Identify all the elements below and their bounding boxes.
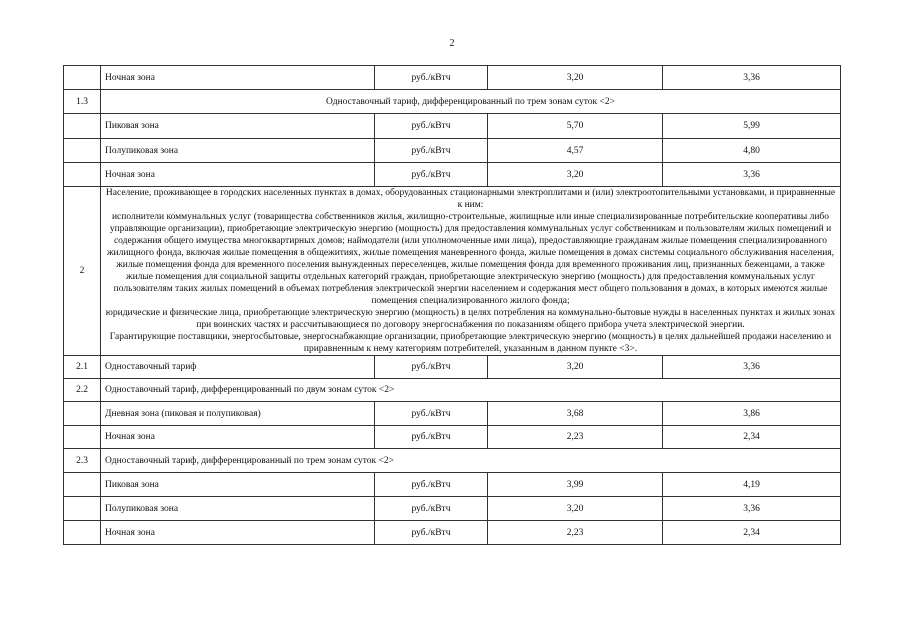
row-number [64, 521, 101, 545]
row-value-1: 3,20 [488, 497, 663, 521]
row-heading: Одноставочный тариф, дифференцированный по трем зонам суток <2> [101, 90, 841, 114]
row-number [64, 66, 101, 90]
row-name: Ночная зона [101, 163, 375, 187]
category-description [101, 187, 841, 356]
page-number: 2 [449, 38, 455, 49]
table-row [64, 114, 841, 139]
table-row [64, 66, 841, 90]
row-number: 2.3 [64, 449, 101, 473]
description-paragraph: исполнители коммунальных услуг (товарищества собственников жилья, жилищно-строительные, жилищные или иные специализированные потребительские кооперативы либо управляющие организации), приобретающие электрическую энергию (мощность) для предоставления коммунальных услуг собственникам и пользователям жилых помещений и содержания общего имущества многоквартирных домов; наймодатели (или уполномоченные ими лица), предоставляющие гражданам жилые помещения специализированного жилищного фонда, включая жилые помещения в общежитиях, жилые помещения маневренного фонда, жилые помещения в домах системы социального обслуживания населения, жилые помещения фонда для временного поселения вынужденных переселенцев, жилые помещения фонда для временного проживания лиц, признанных беженцами, а также жилые помещения для социальной защиты отдельных категорий граждан, приобретающие электрическую энергию (мощность) для предоставления коммунальных услуг пользователям таких жилых помещений в объемах потребления электрической энергии населением и содержания мест общего пользования в домах, в которых имеются жилые помещения специализированного жилого фонда; [106, 212, 835, 306]
row-name: Одноставочный тариф [101, 356, 375, 379]
table-row [64, 90, 841, 114]
description-paragraph: юридические и физические лица, приобретающие электрическую энергию (мощность) в целях потребления на коммунально-бытовые нужды в населенных пунктах и жилых зонах при воинских частях и рассчитывающиеся по договору энергоснабжения по показаниям общего прибора учета электрической энергии. [105, 308, 836, 330]
row-number [64, 497, 101, 521]
table-row [64, 473, 841, 497]
description-paragraph: Население, проживающее в городских населенных пунктах в домах, оборудованных стационарными электроплитами и (или) электроотопительными установками, и приравненные к ним: [105, 188, 836, 210]
table-row [64, 497, 841, 521]
row-value-1: 5,70 [488, 114, 663, 139]
row-number [64, 139, 101, 163]
table-row [64, 402, 841, 426]
row-name: Ночная зона [101, 521, 375, 545]
row-number: 2.1 [64, 356, 101, 379]
description-paragraph: Гарантирующие поставщики, энергосбытовые, энергоснабжающие организации, приобретающие электрическую энергию (мощность) в целях дальнейшей продажи населению и приравненным к нему категориям потребителей, указанным в данном пункте <3>. [109, 332, 832, 354]
row-unit: руб./кВтч [375, 356, 488, 379]
row-number [64, 473, 101, 497]
row-number [64, 402, 101, 426]
row-unit: руб./кВтч [375, 139, 488, 163]
row-unit: руб./кВтч [375, 163, 488, 187]
row-heading: Одноставочный тариф, дифференцированный по двум зонам суток <2> [101, 379, 841, 402]
row-value-2: 2,34 [663, 521, 841, 545]
row-number: 2 [64, 187, 101, 356]
table-row [64, 379, 841, 402]
row-value-1: 3,68 [488, 402, 663, 426]
table-row [64, 163, 841, 187]
row-value-1: 2,23 [488, 426, 663, 449]
table-row [64, 356, 841, 379]
row-value-2: 4,80 [663, 139, 841, 163]
row-value-1: 3,20 [488, 163, 663, 187]
row-name: Полупиковая зона [101, 497, 375, 521]
tariff-table [63, 65, 841, 545]
row-value-2: 3,36 [663, 66, 841, 90]
row-value-2: 3,36 [663, 356, 841, 379]
row-name: Пиковая зона [101, 114, 375, 139]
row-value-2: 5,99 [663, 114, 841, 139]
row-name: Дневная зона (пиковая и полупиковая) [101, 402, 375, 426]
row-value-2: 2,34 [663, 426, 841, 449]
row-value-1: 3,20 [488, 356, 663, 379]
row-name: Пиковая зона [101, 473, 375, 497]
row-value-1: 2,23 [488, 521, 663, 545]
row-number: 1.3 [64, 90, 101, 114]
row-unit: руб./кВтч [375, 66, 488, 90]
row-number [64, 114, 101, 139]
row-value-2: 3,86 [663, 402, 841, 426]
row-unit: руб./кВтч [375, 114, 488, 139]
row-unit: руб./кВтч [375, 473, 488, 497]
table-row [64, 187, 841, 356]
row-value-2: 4,19 [663, 473, 841, 497]
row-number [64, 163, 101, 187]
row-value-1: 4,57 [488, 139, 663, 163]
table-row [64, 139, 841, 163]
row-unit: руб./кВтч [375, 426, 488, 449]
table-row [64, 426, 841, 449]
table-row [64, 449, 841, 473]
row-value-1: 3,20 [488, 66, 663, 90]
row-name: Полупиковая зона [101, 139, 375, 163]
row-name: Ночная зона [101, 66, 375, 90]
row-number: 2.2 [64, 379, 101, 402]
row-value-2: 3,36 [663, 497, 841, 521]
row-unit: руб./кВтч [375, 497, 488, 521]
row-number [64, 426, 101, 449]
row-unit: руб./кВтч [375, 521, 488, 545]
row-unit: руб./кВтч [375, 402, 488, 426]
table-row [64, 521, 841, 545]
row-value-1: 3,99 [488, 473, 663, 497]
row-heading: Одноставочный тариф, дифференцированный по трем зонам суток <2> [101, 449, 841, 473]
row-name: Ночная зона [101, 426, 375, 449]
row-value-2: 3,36 [663, 163, 841, 187]
